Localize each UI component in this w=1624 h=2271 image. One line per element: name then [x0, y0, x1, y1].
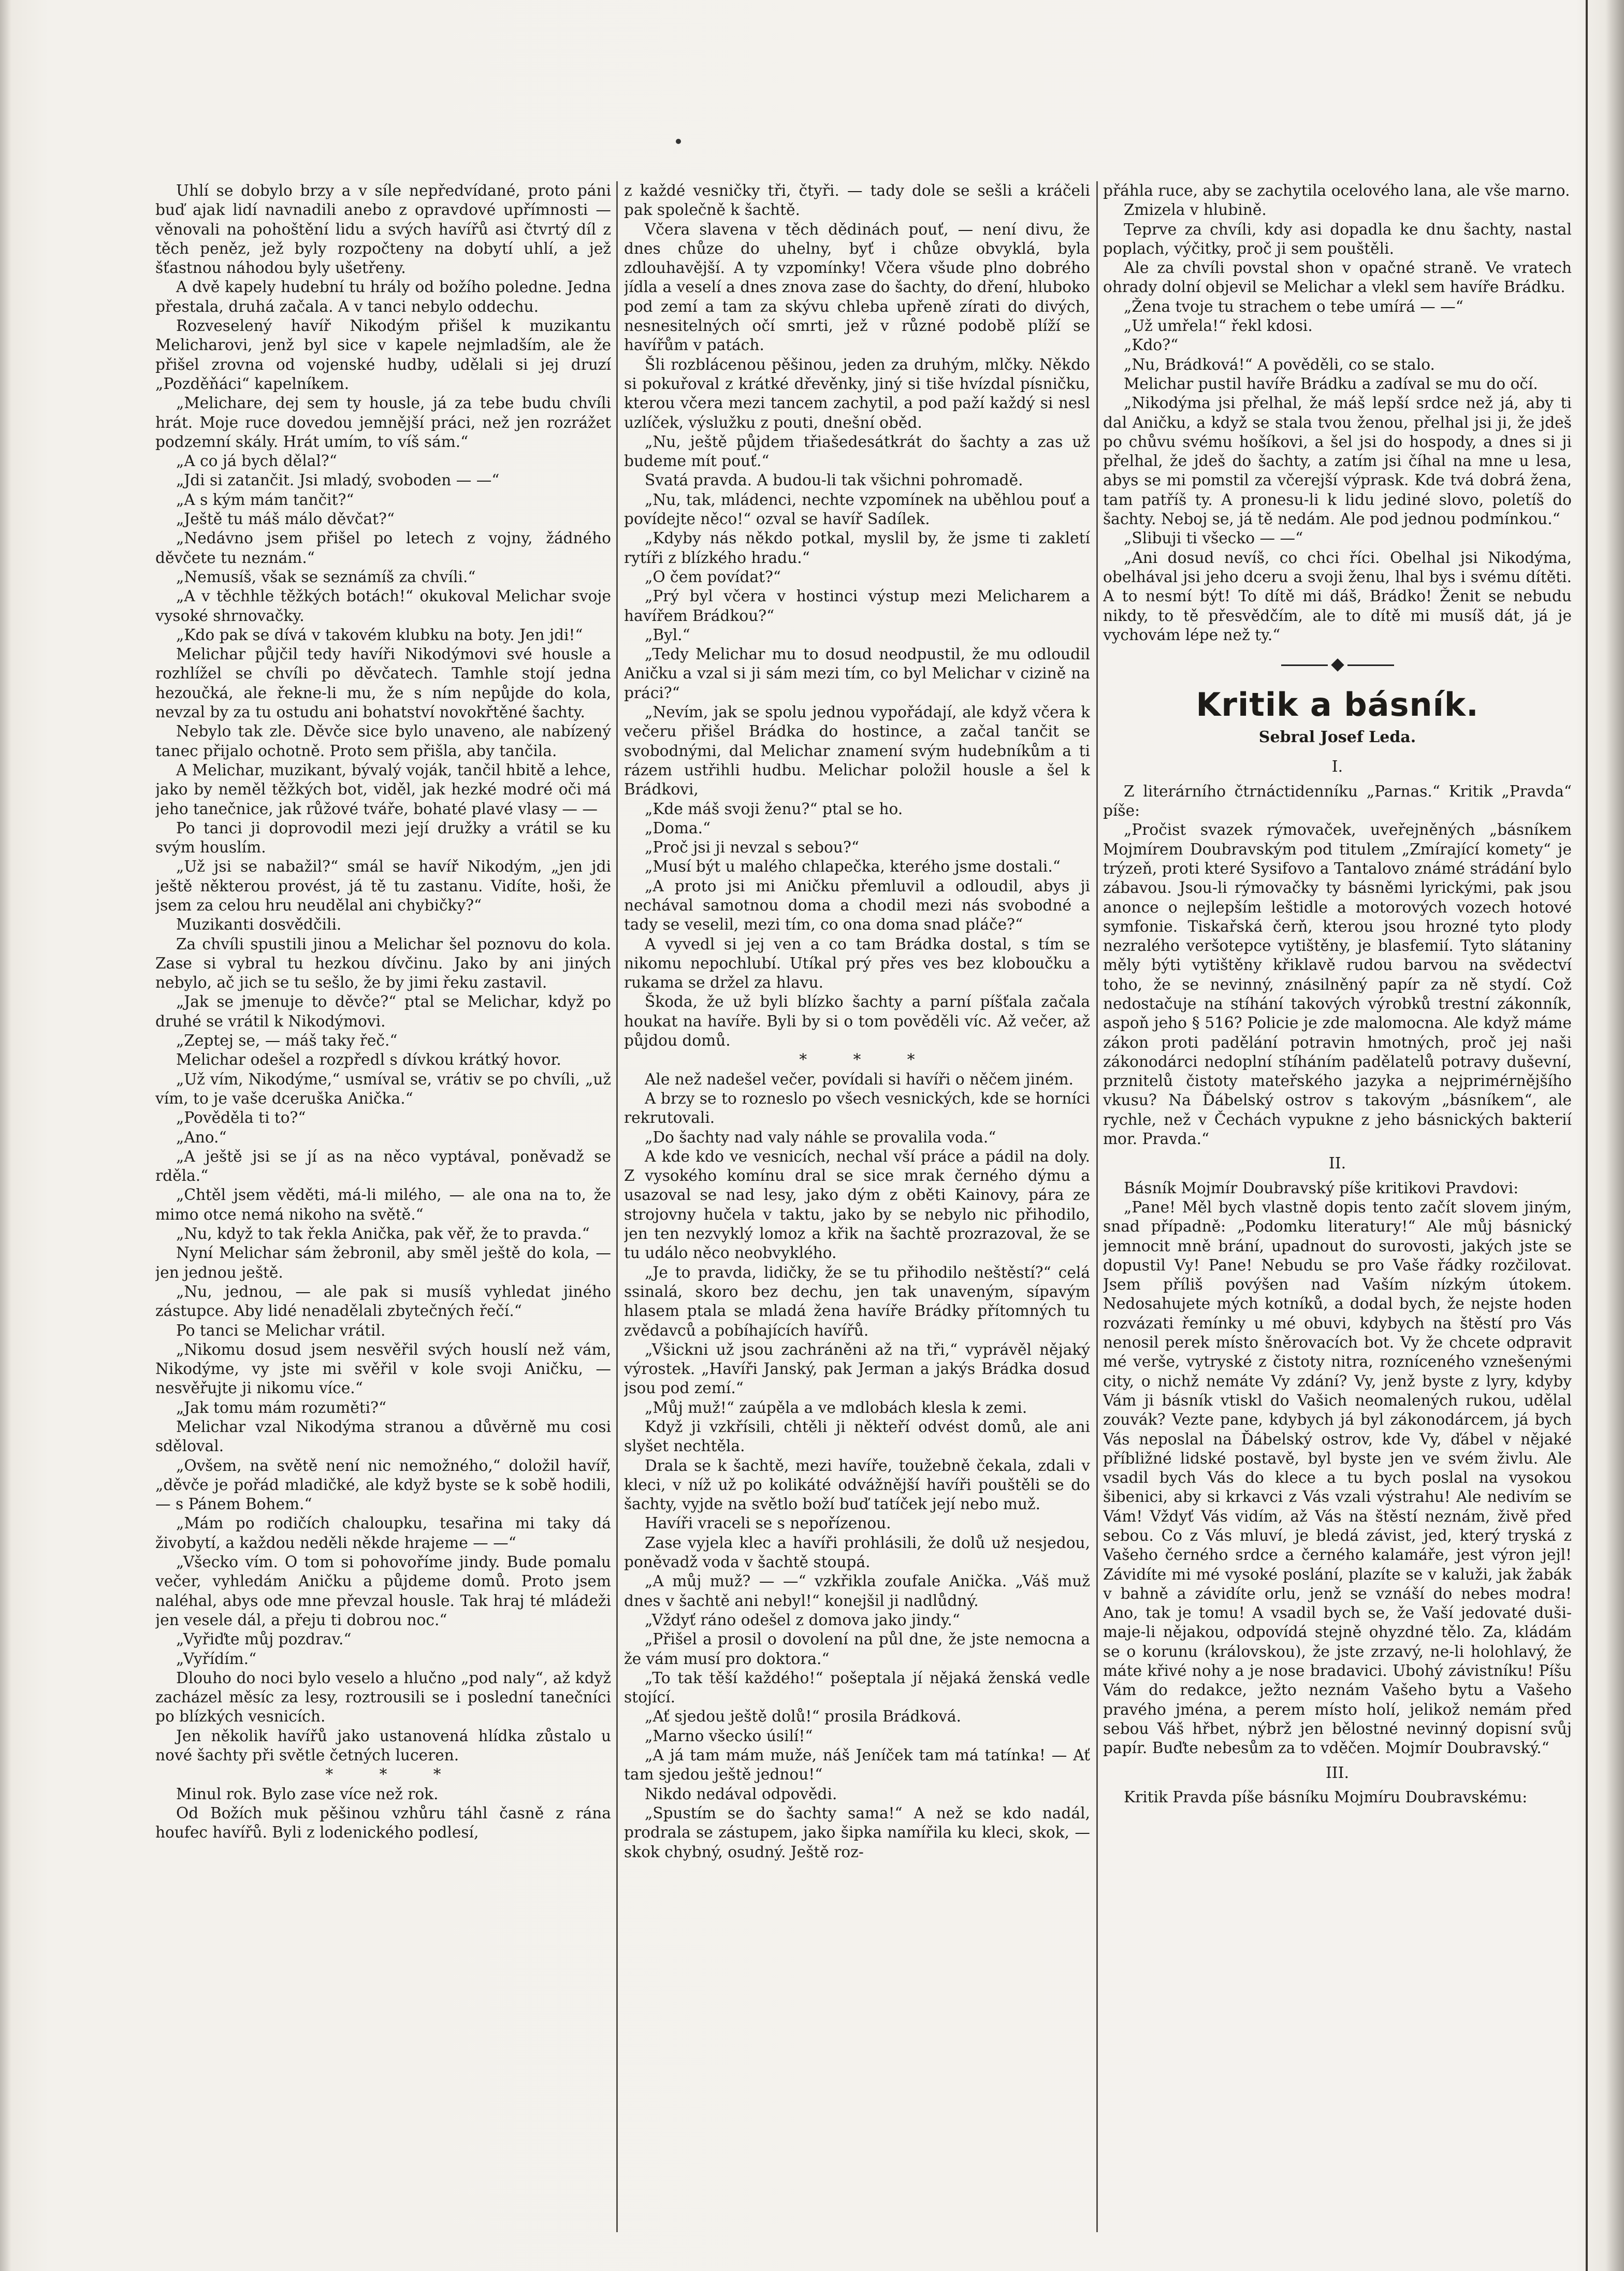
paragraph: „Vyřiďte můj pozdrav.“	[176, 1630, 352, 1648]
paragraph: „Všecko vím. O tom si pohovoříme jindy. Bude pomalu večer, vyhledám Aničku a půjdeme domů. Proto jsem naléhal, abys ode mne převzal housle. Tak hraj té mládeži jen vesele dál, a přeju ti dobrou noc.“	[155, 1553, 611, 1629]
paragraph: Zase vyjela klec a havíři prohlásili, že dolů už nesjedou, poněvadž voda v šachtě stoupá.	[624, 1534, 1090, 1571]
paragraph: „Pověděla ti to?“	[176, 1109, 306, 1127]
section-number: II.	[1328, 1154, 1346, 1173]
paragraph: „Proč jsi ji nevzal s sebou?“	[645, 838, 859, 857]
paragraph: „A já tam mám muže, náš Jeníček tam má tatínka! — Ať tam sjedou ještě jednou!“	[624, 1746, 1090, 1784]
paragraph: Rozveselený havíř Nikodým přišel k muzikantu Melicharovi, jenž byl sice v kapele nejmladším, ale že přišel zrovna od vojenské hudby, udělali si jej druzí „Pozděňáci“ kapelníkem.	[155, 317, 611, 393]
paragraph: Minul rok. Bylo zase více než rok.	[176, 1785, 439, 1803]
paragraph: Melichar půjčil tedy havíři Nikodýmovi své housle a rozhlížel se chvíli po děvčatech. Tamhle stojí jedna hezoučká, ale řekne-li mu, že s ním nepůjde do kola, nevzal by za tu ostudu ani bohatství novokřtěné šachty.	[155, 645, 611, 721]
paragraph: „Spustím se do šachty sama!“ A než se kdo nadál, prodrala se zástupem, jako šipka namířila ku kleci, skok, — skok chybný, osudný. Ještě roz-	[624, 1804, 1090, 1861]
paragraph: „Už vím, Nikodýme,“ usmíval se, vrátiv se po chvíli, „už vím, to je vaše dceruška Anička.“	[155, 1070, 611, 1107]
paragraph: „A můj muž? — —“ vzkřikla zoufale Anička. „Váš muž dnes v šachtě ani nebyl!“ konejšil ji nadlůdný.	[624, 1572, 1090, 1610]
paragraph: Když ji vzkřísili, chtěli ji někteří odvést domů, ale ani slyšet nechtěla.	[624, 1418, 1090, 1455]
paragraph: „Vyřídím.“	[176, 1650, 257, 1668]
text-column-1	[155, 181, 611, 2232]
text-column-2	[624, 181, 1090, 2232]
paragraph: Nebylo tak zle. Děvče sice bylo unaveno, ale nabízený tanec přijalo ochotně. Proto sem přišla, aby tančila.	[155, 722, 611, 760]
paragraph: „Kdo?“	[1124, 336, 1179, 354]
text-column-3	[1103, 181, 1572, 2232]
paragraph: „Nu, když to tak řekla Anička, pak věř, že to pravda.“	[176, 1225, 590, 1243]
paragraph: „Doma.“	[645, 819, 711, 837]
paragraph: „Musí být u malého chlapečka, kterého jsme dostali.“	[645, 858, 1061, 876]
paragraph: „Marno všecko úsilí!“	[645, 1727, 813, 1745]
article-paragraph: „Pročist svazek rýmovaček, uveřejněných „básníkem Mojmírem Doubravským pod titulem „Zmírající komety“ je trýzeň, proti které Sysifovo a Tantalovo známé strádání bylo zábavou. Jsou-li rýmovačky ty básněmi lyrickými, pak jsou anonce o nejlepším leštidle a motorových vozech hotové symfonie. Tiskařská čerň, kterou jsou hrozné tyto plody nezralého veršotepce vytištěny, je blasfemií. Tyto slátaniny měly býti vytištěny křiklavě rudou barvou na svědectví toho, že se nevinný, znásilněný papír za ně stydí. Což nedostačuje na stíhání takových výrobků trestní zákonník, aspoň jeho § 516? Policie je zde malomocna. Ale když máme zákon proti padělání potravin hmotných, proč jej naši zákonodárci nedoplní stíháním padělatelů potravy duševní, prznitelů čistoty mateřského jazyka a nejprimérnějšího vkusu? Na Ďábelský ostrov s takovým „básníkem“, ale rychle, než v Čechách vypukne z jeho básnických bakterií mor. Pravda.“	[1103, 821, 1572, 1148]
paragraph: Havíři vraceli se s nepořízenou.	[645, 1514, 891, 1532]
paragraph: „Chtěl jsem věděti, má-li milého, — ale ona na to, že mimo otce nemá nikoho na světě.“	[155, 1186, 611, 1223]
paragraph: „Do šachty nad valy náhle se provalila voda.“	[645, 1128, 996, 1146]
paragraph: Nikdo nedával odpovědi.	[645, 1785, 837, 1803]
paragraph: „Nikodýma jsi přelhal, že máš lepší srdce než já, aby ti dal Aničku, a když se stala tvou ženou, přelhal jsi ji, že jdeš po chůvu svému hošíkovi, a šel jsi do hospody, a dnes si ji přelhal, že jdeš do šachty, a zatím jsi číhal na mne u lesa, abys se mi pomstil za včerejší výprask. Kde tvá dobrá žena, tam patříš ty. A pronesu-li k lidu jediné slovo, poletíš do šachty. Neboj se, já tě nedám. Ale pod jednou podmínkou.“	[1103, 394, 1572, 528]
paragraph: Ale za chvíli povstal shon v opačné straně. Ve vratech ohrady dolní objevil se Melichar a vlekl sem havíře Brádku.	[1103, 259, 1572, 296]
paragraph: „Zeptej se, — máš taky řeč.“	[176, 1032, 398, 1050]
paragraph: „Nu, jednou, — ale pak si musíš vyhledat jiného zástupce. Aby lidé nenadělali zbytečných řečí.“	[155, 1282, 611, 1320]
article-paragraph: Kritik Pravda píše básníku Mojmíru Doubravskému:	[1124, 1788, 1528, 1806]
paragraph: „Nemusíš, však se seznámíš za chvíli.“	[176, 568, 476, 586]
paragraph: Jen několik havířů jako ustanovená hlídka zůstalo u nové šachty při světle četných luceren.	[155, 1727, 611, 1764]
section-number: I.	[1331, 758, 1343, 776]
paragraph: Teprve za chvíli, kdy asi dopadla ke dnu šachty, nastal poplach, výčitky, proč ji sem pouštěli.	[1103, 220, 1572, 257]
paragraph: Drala se k šachtě, mezi havíře, toužebně čekala, zdali v kleci, v níž už po kolikáté odvážnější havíři pouštěli se do šachty, vyjde na světlo boží buď tatíček její nebo muž.	[624, 1456, 1090, 1513]
paragraph: Muzikanti dosvědčili.	[176, 916, 342, 934]
paragraph: „Nu, ještě půjdem třiašedesátkrát do šachty a zas už budeme mít pouť.“	[624, 432, 1090, 470]
paragraph: „Mám po rodičích chaloupku, tesařina mi taky dá živobytí, a každou neděli někde hrajeme — —“	[155, 1514, 611, 1552]
paragraph: Od Božích muk pěšinou vzhůru táhl časně z rána houfec havířů. Byli z lodenického podlesí,	[155, 1804, 611, 1842]
article-paragraph: „Pane! Měl bych vlastně dopis tento začít slovem jiným, snad případně: „Podomku literatury!“ Ale můj básnický jemnocit mně brání, upadnout do surovosti, jakých jste se dopustil Vy! Pane! Nebudu se pro Vaše řádky rozčilovat. Jsem příliš povýšen nad Vaším nízkým útokem. Nedosahujete mých kotníků, a dodal bych, že nejste hoden rozvázati řemínky u mé obuvi, kdybych na štěstí pro Vás nenosil perek místo šněrovacích bot. Vy že chcete odpravit mé verše, vytryské z čistoty nitra, rozníceného vznešenými city, o nichž nemáte Vy zdání? Vy, jenž byste z lyry, kdyby Vám ji básník vtiskl do Vašich neomalených rukou, udělal zouvák? Vezte pane, kdybych já byl zákonodárcem, já bych Vás neposlal na Ďábelský ostrov, kde Vy, ďábel v nějaké příbližné lidské postavě, byl byste jen ve svém živlu. Ale vsadil bych Vás do klece a tu bych poslal na vysokou šibenici, aby si krkavci z Vás vzali výstrahu! Ale nedivím se Vám! Vždyť Vás vidím, až Vás na štěstí neznám, živě před sebou. Co z Vás mluví, je bledá závist, jed, který tryská z Vašeho černého srdce a černého kalamáře, jest výron jejl! Závidíte mi mé vysoké poslání, plazíte se v kaluži, jak žabák v bahně a závidíte orlu, jenž se vznáší do nebes modra! Ano, tak je tomu! A vsadil bych se, že Vaší jedovaté duši-maje-li nějakou, odpovídá stejně ohyzdné tělo. Za, kládám se o korunu (královskou), že jste zrzavý, ne-li holohlavý, že máte křivé nohy a je nose bradavici. Ubohý závistníku! Píšu Vám do redakce, ježto neznám Vašeho bytu a Vašeho pravého jména, a perem místo holí, jelikož nemám před sebou Váš hřbet, nýbrž jen bělostné nevinný dopisní svůj papír. Buďte nebesům za to vděčen. Mojmír Doubravský.“	[1103, 1198, 1572, 1757]
paragraph: „Nevím, jak se spolu jednou vypořádají, ale když včera k večeru přišel Brádka do hostince, a začal tančit se svobodnými, dal Melichar znamení svým hudebníkům a ti rázem ustřihli hudbu. Melichar položil housle a šel k Brádkovi,	[624, 703, 1090, 799]
paragraph: Zmizela v hlubině.	[1124, 201, 1267, 219]
paragraph: Po tanci se Melichar vrátil.	[176, 1321, 386, 1339]
paragraph: „Kdyby nás někdo potkal, myslil by, že jsme ti zakletí rytíři z blízkého hradu.“	[624, 529, 1090, 567]
article-paragraph: Básník Mojmír Doubravský píše kritikovi Pravdovi:	[1124, 1179, 1519, 1197]
paragraph: „Nedávno jsem přišel po letech z vojny, žádného děvčete tu neznám.“	[155, 529, 611, 567]
paragraph: Po tanci ji doprovodil mezi její družky a vrátil se ku svým houslím.	[155, 819, 611, 857]
page-right-rule	[1586, 0, 1588, 2271]
paragraph: „Je to pravda, lidičky, že se tu přihodilo neštěstí?“ celá ssinalá, skoro bez dechu, jen tak unaveným, sípavým hlasem ptala se mladá žena havíře Brádky přítomných tu zvědavců a pobíhajících havířů.	[624, 1263, 1090, 1339]
paragraph: A Melichar, muzikant, bývalý voják, tančil hbitě a lehce, jako by neměl těžkých bot, viděl, jak hezké modré oči má jeho tanečnice, jak růžové tváře, bohaté plavé vlasy — —	[155, 761, 611, 818]
paragraph: „Kde máš svoji ženu?“ ptal se ho.	[645, 800, 903, 818]
paragraph: „To tak těší každého!“ pošeptala jí nějaká ženská vedle stojící.	[624, 1669, 1090, 1706]
paragraph: Šli rozblácenou pěšinou, jeden za druhým, mlčky. Někdo si pokuřoval z krátké dřevěnky, jiný si tiše hvízdal písničku, kterou včera mezi tancem zachytil, a pod paží každý si nesl uzlíček, výslužku z pouti, dnešní oběd.	[624, 355, 1090, 431]
paragraph: Melichar pustil havíře Brádku a zadíval se mu do očí.	[1124, 374, 1538, 393]
column-rule-1	[616, 181, 618, 2232]
section-ornament	[1103, 660, 1572, 670]
paragraph: „Kdo pak se dívá v takovém klubku na boty. Jen jdi!“	[176, 626, 583, 644]
section-stars: * * *	[799, 1051, 936, 1069]
paragraph: „Nu, tak, mládenci, nechte vzpomínek na uběhlou pouť a povídejte něco!“ ozval se havíř Sadílek.	[624, 490, 1090, 528]
paragraph: Melichar vzal Nikodýma stranou a důvěrně mu cosi sděloval.	[155, 1418, 611, 1455]
paragraph: Ale než nadešel večer, povídali si havíři o něčem jiném.	[645, 1070, 1074, 1088]
paragraph: „A co já bych dělal?“	[176, 452, 337, 470]
paragraph: z každé vesničky tři, čtyři. — tady dole se sešli a kráčeli pak společně k šachtě.	[624, 182, 1090, 219]
paragraph: A vyvedl si jej ven a co tam Brádka dostal, s tím se nikomu nepochlubí. Utíkal prý přes ves bez kloboučku a rukama se držel za hlavu.	[624, 935, 1090, 992]
section-number: III.	[1325, 1763, 1350, 1782]
paragraph: „Nikomu dosud jsem nesvěřil svých houslí než vám, Nikodýme, vy jste mi svěřil v kole svoji Aničku, — nesvěřujte ji nikomu více.“	[155, 1340, 611, 1397]
paragraph: „A s kým mám tančit?“	[176, 490, 354, 509]
paragraph: „Všickni už jsou zachráněni až na tři,“ vyprávěl nějaký výrostek. „Havíři Janský, pak Jerman a jakýs Brádka dosud jsou pod zemí.“	[624, 1340, 1090, 1397]
paragraph: „Už jsi se nabažil?“ smál se havíř Nikodým, „jen jdi ještě některou provést, já tě tu zastanu. Vidíte, hoši, že jsem za celou hru neudělal ani chybičky?“	[155, 858, 611, 914]
paragraph: „Žena tvoje tu strachem o tebe umírá — —“	[1124, 297, 1463, 315]
section-stars: * * *	[325, 1766, 462, 1784]
paragraph: „Ještě tu máš málo děvčat?“	[176, 510, 395, 528]
paragraph: přáhla ruce, aby se zachytila ocelového lana, ale vše marno.	[1103, 182, 1570, 199]
paragraph: „Byl.“	[645, 626, 690, 644]
paragraph: „Jak tomu mám rozuměti?“	[176, 1398, 387, 1416]
paragraph: „Tedy Melichar mu to dosud neodpustil, že mu odloudil Aničku a vzal si ji sám mezi tím, co byl Melichar v cizině na práci?“	[624, 645, 1090, 702]
column-rule-2	[1096, 181, 1098, 2232]
article-title: Kritik a básník.	[1196, 686, 1479, 724]
paragraph: „Nu, Brádková!“ A pověděli, co se stalo.	[1124, 355, 1435, 373]
article-paragraph: Z literárního čtrnáctidenníku „Parnas.“ Kritik „Pravda“ píše:	[1103, 782, 1572, 820]
paragraph: Dlouho do noci bylo veselo a hlučno „pod naly“, až když zacházel měsíc za lesy, roztrousili se i poslední tanečníci po blízkých vesnicích.	[155, 1669, 611, 1726]
paragraph: „Jak se jmenuje to děvče?“ ptal se Melichar, když po druhé se vrátil k Nikodýmovi.	[155, 993, 611, 1030]
paragraph: „A proto jsi mi Aničku přemluvil a odloudil, abys ji nechával samotnou doma a chodil mezi nás svobodné a tady se veselil, mezi tím, co ona doma snad pláče?“	[624, 877, 1090, 934]
paragraph: Za chvíli spustili jinou a Melichar šel poznovu do kola. Zase si vybral tu hezkou dívčinu. Jako by ani jiných nebylo, ač jich se tu sešlo, že by jimi řeku zastavil.	[155, 935, 611, 992]
article-byline: Sebral Josef Leda.	[1258, 728, 1416, 747]
paragraph: A brzy se to rozneslo po všech vesnických, kde se horníci rekrutovali.	[624, 1089, 1090, 1127]
paragraph: „Můj muž!“ zaúpěla a ve mdlobách klesla k zemi.	[645, 1398, 1027, 1416]
paragraph: Nyní Melichar sám žebronil, aby směl ještě do kola, — jen jednou ještě.	[155, 1244, 611, 1281]
print-dot	[676, 139, 681, 144]
paragraph: „A ještě jsi se jí as na něco vyptával, poněvadž se rděla.“	[155, 1147, 611, 1185]
page-fold-shadow	[0, 0, 11, 2271]
paragraph: „Ano.“	[176, 1128, 227, 1146]
paragraph: A dvě kapely hudební tu hrály od božího poledne. Jedna přestala, druhá začala. A v tanci nebylo oddechu.	[155, 278, 611, 315]
paragraph: „A v těchhle těžkých botách!“ okukoval Melichar svoje vysoké shrnovačky.	[155, 587, 611, 625]
paragraph: „Už umřela!“ řekl kdosi.	[1124, 317, 1313, 335]
paragraph: Uhlí se dobylo brzy a v síle nepředvídané, proto páni buď ajak lidí navnadili anebo z opravdové upřímnosti — věnovali na pohoštění lidu a svých havířů asi čtvrtý díl z těch peněz, jež byly rozpočteny na dobytí uhlí, a jež šťastnou náhodou byly ušetřeny.	[155, 182, 611, 277]
paragraph: Včera slavena v těch dědinách pouť, — není divu, že dnes chůze do uhelny, byť i chůze obvyklá, byla zdlouhavější. A ty vzpomínky! Včera všude plno dobrého jídla a veselí a dnes znova zase do šachty, do dření, hluboko pod zemí a tam za skývu chleba upřeně zírati do divých, nesnesitelných očí smrti, jež v různé podobě plíží se havířům v patách.	[624, 220, 1090, 354]
paragraph: „Jdi si zatančit. Jsi mladý, svoboden — —“	[176, 471, 500, 489]
article-body	[1103, 757, 1572, 1807]
paragraph: „Přišel a prosil o dovolení na půl dne, že jste nemocna a že vám musí pro doktora.“	[624, 1630, 1090, 1668]
paragraph: „Prý byl včera v hostinci výstup mezi Melicharem a havířem Brádkou?“	[624, 587, 1090, 625]
paragraph: Svatá pravda. A budou-li tak všichni pohromadě.	[645, 471, 1023, 489]
paragraph: „Ovšem, na světě není nic nemožného,“ doložil havíř, „děvče je pořád mladičké, ale když byste se k sobě hodili, — s Pánem Bohem.“	[155, 1456, 611, 1513]
paragraph: „Melichare, dej sem ty housle, já za tebe budu chvíli hrát. Moje ruce dovedou jemnější práci, než jen rozrážet podzemní skály. Hrát umím, to víš sám.“	[155, 394, 611, 451]
paragraph: „Ať sjedou ještě dolů!“ prosila Brádková.	[645, 1708, 962, 1726]
paragraph: „Vždyť ráno odešel z domova jako jindy.“	[645, 1611, 960, 1629]
paragraph: A kde kdo ve vesnicích, nechal vší práce a pádil na doly. Z vysokého komínu dral se sice mrak černého dýmu a usazoval se nad lesy, jako dým z oběti Kainovy, pára ze strojovny hučela v taktu, jako by se nebylo nic přihodilo, jen ten nezvyklý lomoz a křik na šachtě prozrazoval, že se tu událo něco neobvyklého.	[624, 1147, 1090, 1262]
paragraph: „O čem povídat?“	[645, 568, 781, 586]
paragraph: „Slibuji ti všecko — —“	[1124, 529, 1303, 547]
paragraph: Melichar odešel a rozpředl s dívkou krátký hovor.	[176, 1051, 561, 1069]
paragraph: „Ani dosud nevíš, co chci říci. Obelhal jsi Nikodýma, obelhával jsi jeho dceru a svoji ženu, lhal bys i svému dítěti. A to nesmí být! To dítě mi dáš, Brádko! Ženit se nebudu nikdy, to tě přesvědčím, ale to dítě mi musíš dát, já je vychovám lépe než ty.“	[1103, 548, 1572, 644]
story-continuation	[1103, 181, 1572, 645]
page-edge-shadow	[1605, 0, 1624, 2271]
paragraph: Škoda, že už byli blízko šachty a parní píšťala začala houkat na havíře. Byli by si o tom pověděli víc. Až večer, až půjdou domů.	[624, 993, 1090, 1050]
